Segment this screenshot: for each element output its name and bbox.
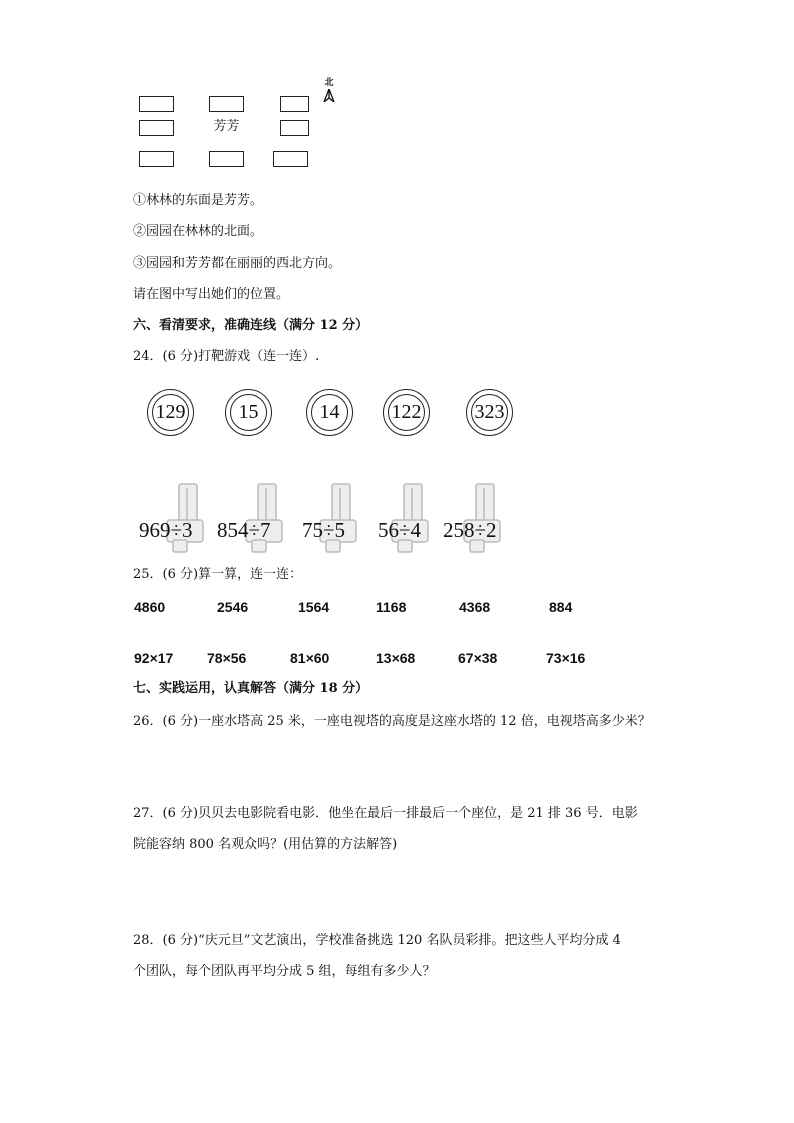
- north-arrow-icon: [323, 89, 335, 102]
- map-box-n: [209, 96, 244, 112]
- target-2: [225, 389, 272, 436]
- clue-2: ②园园在林林的北面。: [133, 224, 264, 239]
- question-27-line-2: 院能容纳 800 名观众吗？(用估算的方法解答): [133, 837, 398, 852]
- division-3: 75÷5: [302, 518, 346, 542]
- question-26: 26．(6 分)一座水塔高 25 米，一座电视塔的高度是这座水塔的 12 倍，电视塔高多少米？: [133, 714, 651, 729]
- multiplication-2: 78×56: [207, 650, 247, 666]
- multiplication-3: 81×60: [290, 650, 330, 666]
- multiplication-5: 67×38: [458, 650, 498, 666]
- target-4: [383, 389, 430, 436]
- map-box-nw: [139, 96, 174, 112]
- product-4: 1168: [376, 599, 407, 615]
- target-3-value: 14: [319, 401, 340, 423]
- target-5-value: 323: [474, 401, 505, 423]
- product-2: 2546: [217, 599, 249, 615]
- map-box-se: [273, 151, 308, 167]
- map-box-s: [209, 151, 244, 167]
- question-28-line-1: 28．(6 分)“庆元旦”文艺演出，学校准备挑选 120 名队员彩排。把这些人平均分成 4: [133, 933, 621, 948]
- clue-3: ③园园和芳芳都在丽丽的西北方向。: [133, 256, 342, 271]
- target-4-value: 122: [391, 401, 422, 423]
- product-5: 4368: [459, 599, 491, 615]
- clue-1: ①林林的东面是芳芳。: [133, 193, 264, 208]
- product-3: 1564: [298, 599, 330, 615]
- division-4: 56÷4: [378, 518, 422, 542]
- north-indicator: [322, 78, 336, 102]
- target-1: [147, 389, 194, 436]
- division-5: 258÷2: [443, 518, 497, 542]
- multiplication-1: 92×17: [134, 650, 174, 666]
- north-label: 北: [324, 78, 334, 88]
- multiplication-4: 13×68: [376, 650, 416, 666]
- target-5: [466, 389, 513, 436]
- division-2: 854÷7: [217, 518, 271, 542]
- target-1-value: 129: [155, 401, 186, 423]
- question-27-line-1: 27．(6 分)贝贝去电影院看电影．他坐在最后一排最后一个座位，是 21 排 36 号．电影: [133, 806, 638, 821]
- section-6-heading: 六、看清要求，准确连线（满分 12 分）: [133, 318, 369, 333]
- multiplication-6: 73×16: [546, 650, 586, 666]
- question-25: 25．(6 分)算一算，连一连：: [133, 567, 303, 582]
- map-box-e: [280, 120, 309, 136]
- instruction: 请在图中写出她们的位置。: [133, 287, 290, 302]
- map-box-ne: [280, 96, 309, 112]
- question-28-line-2: 个团队，每个团队再平均分成 5 组，每组有多少人？: [133, 964, 436, 979]
- division-1: 969÷3: [139, 518, 193, 542]
- question-24: 24．(6 分)打靶游戏（连一连）.: [133, 349, 320, 364]
- product-1: 4860: [134, 599, 166, 615]
- map-box-fangfang: 芳芳: [213, 119, 240, 134]
- map-box-sw: [139, 151, 174, 167]
- product-6: 884: [549, 599, 573, 615]
- section-7-heading: 七、实践运用，认真解答（满分 18 分）: [133, 681, 369, 696]
- target-3: [306, 389, 353, 436]
- map-box-w: [139, 120, 174, 136]
- target-2-value: 15: [238, 401, 259, 423]
